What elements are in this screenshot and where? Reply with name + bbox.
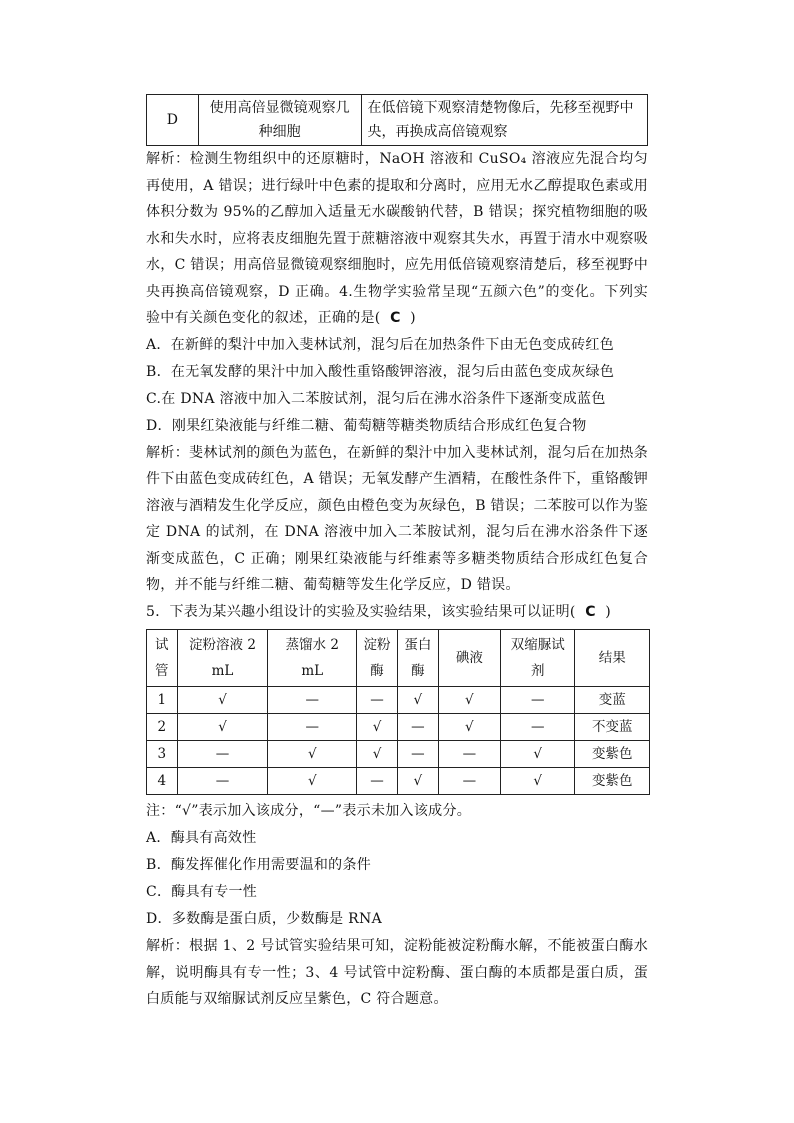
table-cell: √ [357, 741, 398, 768]
header-cell-line: 管 [155, 663, 169, 679]
table-cell: — [397, 741, 438, 768]
table-cell: — [357, 687, 398, 714]
q5-question [146, 599, 648, 626]
table-cell: √ [438, 687, 500, 714]
table-cell: √ [268, 768, 357, 795]
table-cell: 1 [147, 687, 178, 714]
table-cell: 不变蓝 [575, 714, 650, 741]
table-cell: — [500, 687, 574, 714]
experiment-table [146, 629, 650, 795]
header-cell-line: 酶 [370, 663, 384, 679]
q4-option-b: B．在无氧发酵的果汁中加入酸性重铬酸钾溶液，混匀后由蓝色变成灰绿色 [146, 363, 615, 380]
q5-option-c: C．酶具有专一性 [146, 884, 258, 900]
header-cell [438, 630, 500, 687]
header-cell-line: 剂 [530, 663, 545, 679]
q3-analysis [146, 146, 648, 332]
q5-stem-end: ) [605, 603, 612, 620]
table-cell: √ [397, 687, 438, 714]
table-cell: — [177, 768, 268, 795]
table-cell: 变蓝 [575, 687, 650, 714]
header-cell [575, 630, 650, 687]
table-cell: 变紫色 [575, 768, 650, 795]
table-row [147, 768, 650, 795]
table-row [147, 714, 650, 741]
table-cell: — [438, 768, 500, 795]
q4-stem-end: ) [410, 310, 416, 326]
table-header-row [147, 630, 650, 687]
operation-cell: 在低倍镜下观察清楚物像后，先移至视野中央，再换成高倍镜观察 [361, 95, 647, 146]
q3-analysis-text: 解析：检测生物组织中的还原糖时，NaOH 溶液和 CuSO₄ 溶液应先混合均匀再使用，A 错误；进行绿叶中色素的提取和分离时，应用无水乙醇提取色素或用体积分数为 95%的乙醇加入适量无水碳酸钠代替，B 错误；探究植物细胞的吸水和失水时，应将表皮细胞先置于蔗糖溶液中观察其失水，再置于清水中观察吸水，C 错误；用高倍显微镜观察细胞时，应先用低倍镜观察清楚后，移至视野中央再换高倍镜观察，D 正确。 [146, 151, 648, 300]
header-cell-line: 淀粉 [363, 637, 391, 653]
table-row [147, 741, 650, 768]
header-cell-line: 碘液 [455, 650, 483, 666]
header-cell [177, 630, 268, 687]
table-cell: √ [438, 714, 500, 741]
header-cell [147, 630, 178, 687]
q5-stem: 5．下表为某兴趣小组设计的实验及实验结果，该实验结果可以证明( [146, 603, 576, 620]
q5-option-b: B．酶发挥催化作用需要温和的条件 [146, 857, 372, 873]
q4-answer: C [390, 310, 401, 326]
header-cell-line: 酶 [411, 663, 425, 679]
q4-stem: 4.生物学实验常呈现“五颜六色”的变化。下列实验中有关颜色变化的叙述，正确的是( [146, 283, 649, 326]
table-cell: — [397, 714, 438, 741]
header-cell-line: 试 [155, 637, 169, 653]
q5-option-a: A．酶具有高效性 [146, 830, 257, 846]
q4-option-c: C.在 DNA 溶液中加入二苯胺试剂，混匀后在沸水浴条件下逐渐变成蓝色 [146, 390, 606, 407]
q4-analysis: 解析：斐林试剂的颜色为蓝色，在新鲜的梨汁中加入斐林试剂，混匀后在加热条件下由蓝色变成砖红色，A 错误；无氧发酵产生酒精，在酸性条件下，重铬酸钾溶液与酒精发生化学反应，颜色由橙色变为灰绿色，B 错误；二苯胺可以作为鉴定 DNA 的试剂，在 DNA 溶液中加入二苯胺试剂，混匀后在沸水浴条件下逐渐变成蓝色，C 正确；刚果红染液能与纤维素等多糖类物质结合形成红色复合物，并不能与纤维二糖、葡萄糖等发生化学反应，D 错误。 [146, 444, 648, 593]
header-cell-line: 双缩脲试 [510, 637, 565, 653]
table-cell: 2 [147, 714, 178, 741]
header-cell-line: 蛋白 [404, 637, 432, 653]
header-cell-line: 淀粉溶液 2 [189, 637, 256, 653]
table-cell: √ [268, 741, 357, 768]
header-cell-line: mL [301, 663, 324, 679]
table-cell: 4 [147, 768, 178, 795]
q4-option-a: A．在新鲜的梨汁中加入斐林试剂，混匀后在加热条件下由无色变成砖红色 [146, 336, 615, 353]
header-cell-line: mL [211, 663, 234, 679]
q5-analysis: 解析：根据 1、2 号试管实验结果可知，淀粉能被淀粉酶水解，不能被蛋白酶水解，说明酶具有专一性；3、4 号试管中淀粉酶、蛋白酶的本质都是蛋白质，蛋白质能与双缩脲试剂反应呈紫色，C 符合题意。 [146, 938, 648, 1007]
table-cell: — [438, 741, 500, 768]
table-note: 注：“√”表示加入该成分，“—”表示未加入该成分。 [146, 803, 472, 819]
header-cell [357, 630, 398, 687]
table-cell: 3 [147, 741, 178, 768]
table-cell: √ [500, 768, 574, 795]
table-cell: √ [397, 768, 438, 795]
table-cell: — [268, 687, 357, 714]
table-cell: — [177, 741, 268, 768]
experiment-cell: 使用高倍显微镜观察几种细胞 [198, 95, 361, 146]
table-row [147, 95, 648, 146]
table-cell: — [500, 714, 574, 741]
table-cell: 变紫色 [575, 741, 650, 768]
header-cell [268, 630, 357, 687]
header-cell-line: 结果 [598, 650, 626, 666]
option-letter-cell: D [147, 95, 199, 146]
q4-option-d: D．刚果红染液能与纤维二糖、葡萄糖等糖类物质结合形成红色复合物 [146, 417, 587, 434]
options-table-row-d [146, 94, 648, 146]
table-row [147, 687, 650, 714]
table-cell: — [357, 768, 398, 795]
table-cell: √ [177, 687, 268, 714]
q5-option-d: D．多数酶是蛋白质，少数酶是 RNA [146, 911, 382, 927]
table-cell: √ [500, 741, 574, 768]
document-page [146, 94, 648, 1013]
q5-answer: C [585, 603, 596, 620]
table-cell: √ [357, 714, 398, 741]
header-cell [500, 630, 574, 687]
header-cell [397, 630, 438, 687]
table-cell: — [268, 714, 357, 741]
table-cell: √ [177, 714, 268, 741]
header-cell-line: 蒸馏水 2 [285, 637, 339, 653]
